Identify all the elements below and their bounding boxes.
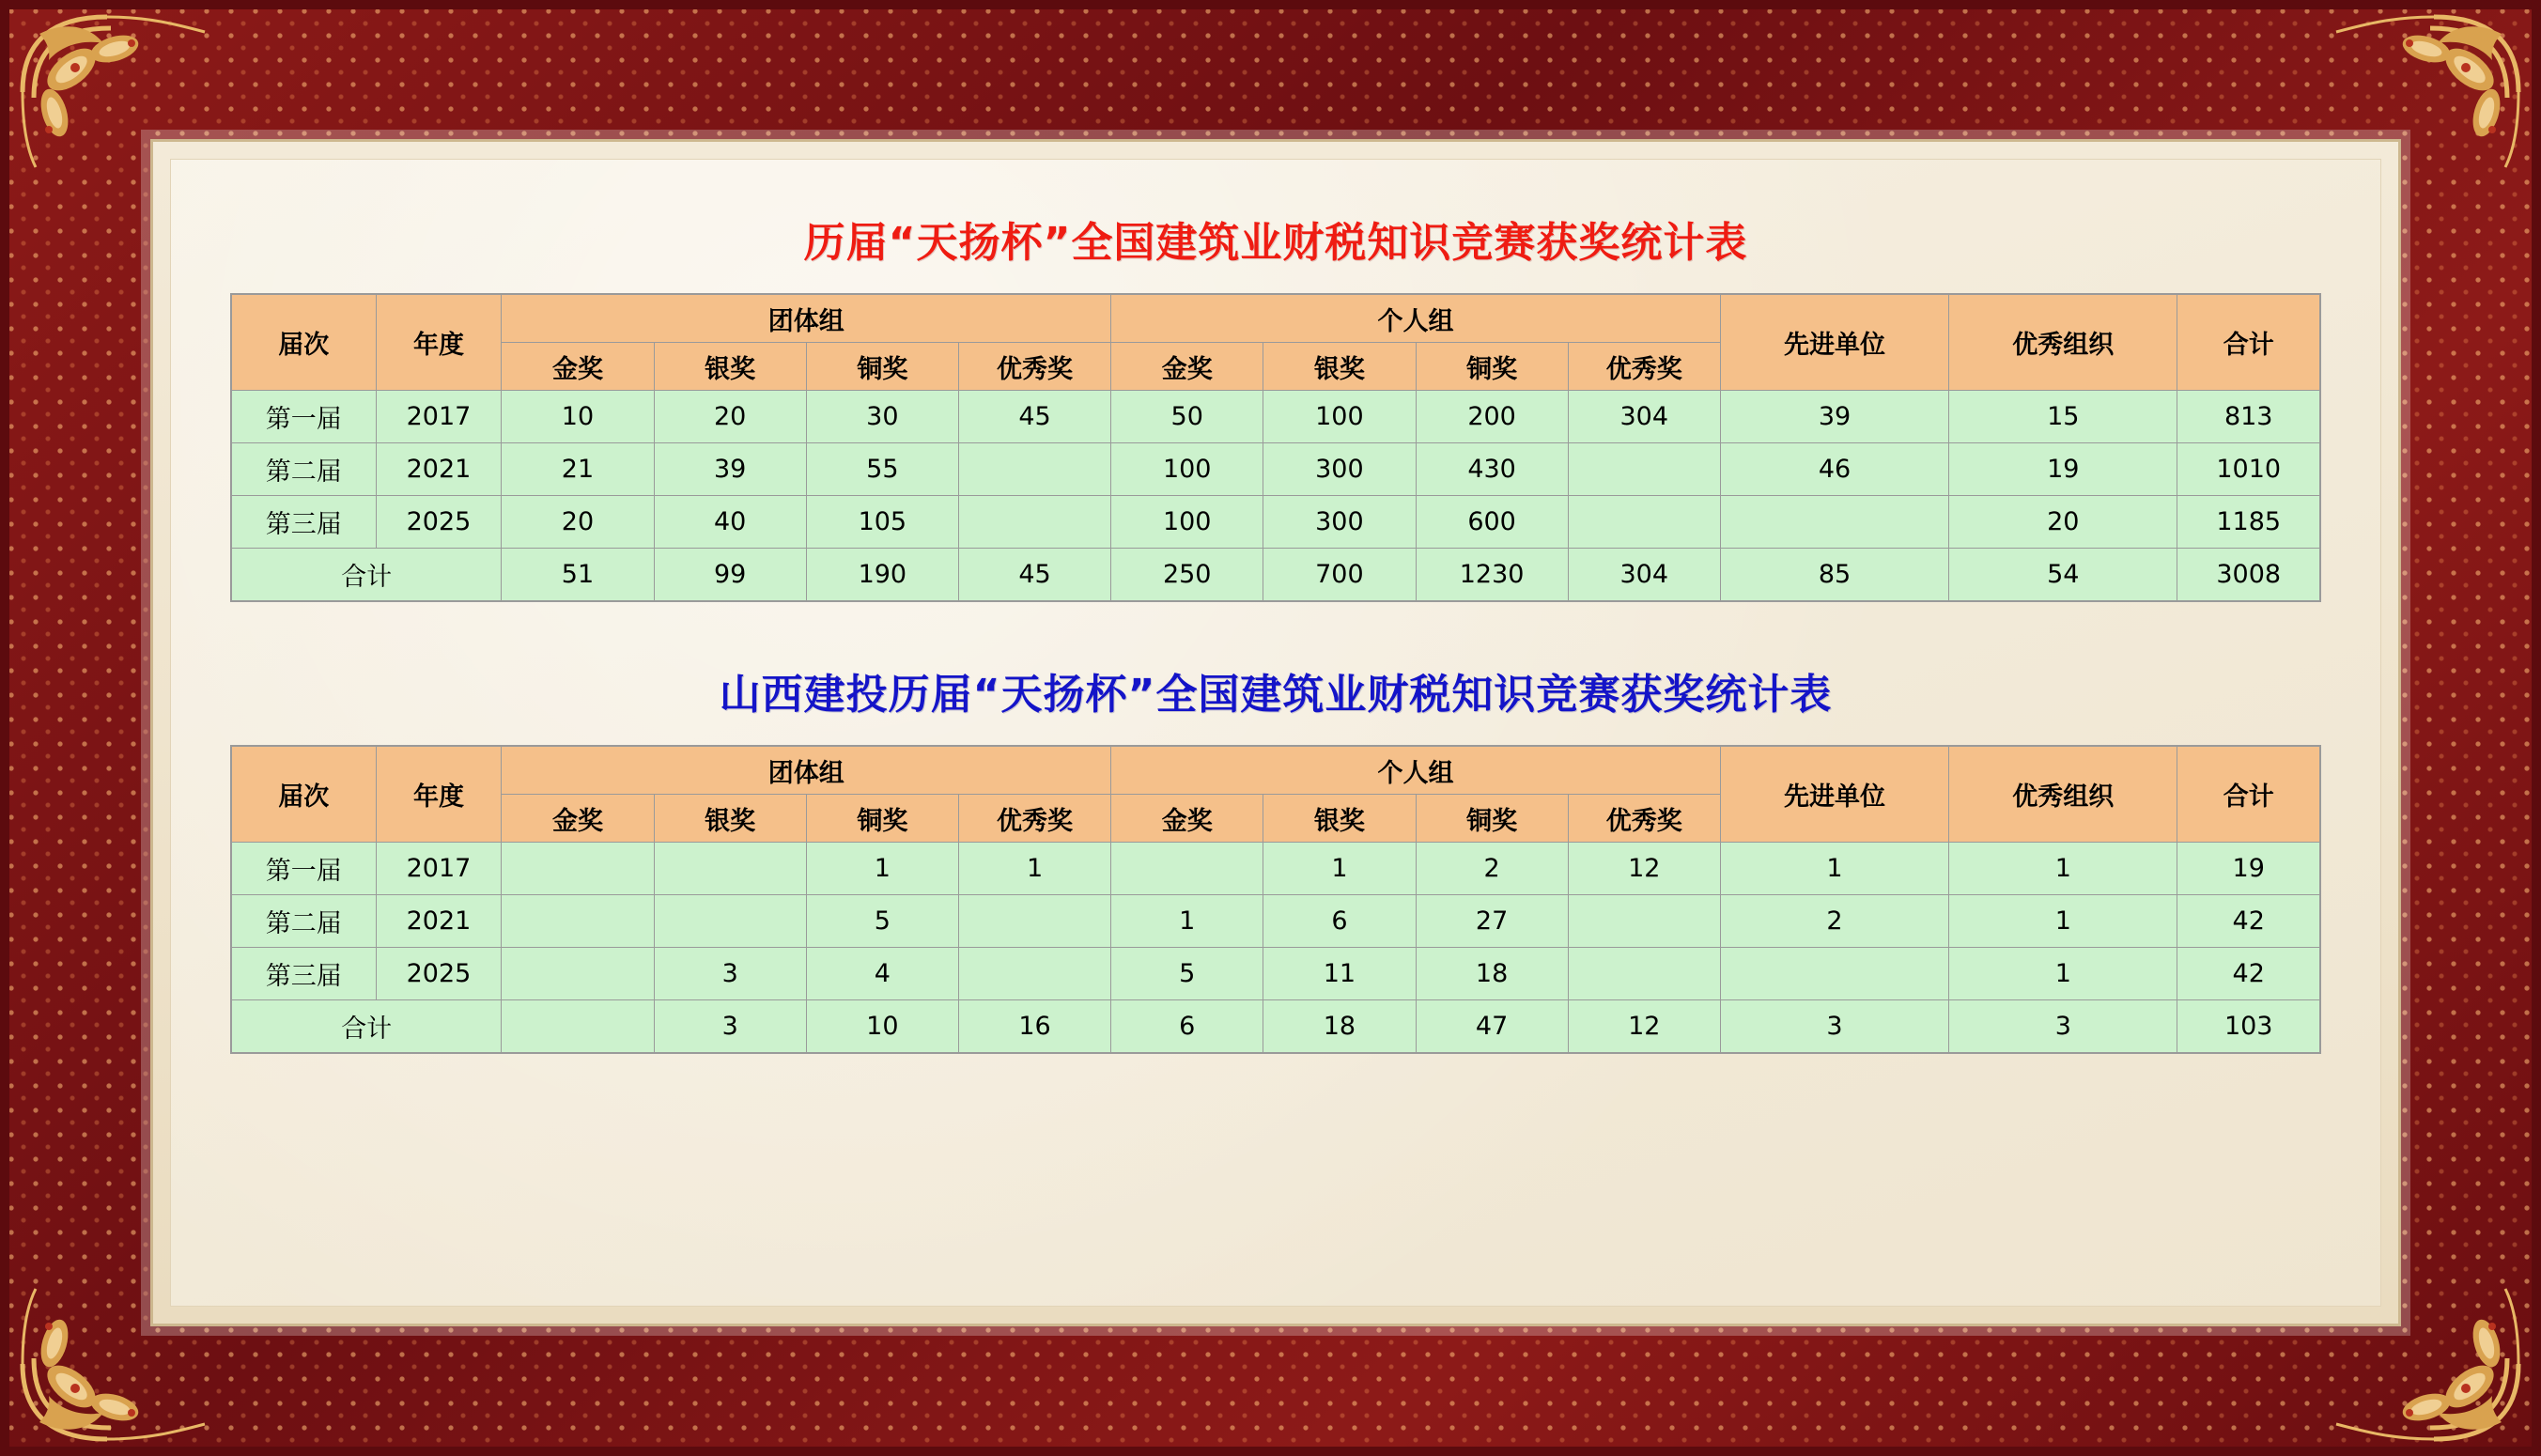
cell-excellent-org-total: 3 (1949, 1000, 2177, 1054)
header-personal-gold: 金奖 (1111, 795, 1263, 843)
cell-year: 2025 (376, 496, 502, 549)
cell-team-silver: 3 (654, 948, 806, 1000)
paper-content (170, 159, 2381, 1307)
cell-team-silver: 20 (654, 391, 806, 443)
cell-team-gold: 21 (502, 443, 654, 496)
table-row (231, 948, 2320, 1000)
cell-personal-gold: 1 (1111, 895, 1263, 948)
header-team-excellent: 优秀奖 (958, 795, 1110, 843)
cell-personal-excellent-total: 304 (1568, 549, 1720, 602)
table-body (231, 843, 2320, 1054)
table-row (231, 496, 2320, 549)
cell-advanced-unit: 39 (1720, 391, 1948, 443)
cell-personal-bronze: 18 (1416, 948, 1568, 1000)
cell-personal-excellent (1568, 443, 1720, 496)
cell-team-gold: 10 (502, 391, 654, 443)
cell-year: 2017 (376, 391, 502, 443)
cell-team-excellent (958, 895, 1110, 948)
cell-advanced-unit-total: 85 (1720, 549, 1948, 602)
header-team-bronze: 铜奖 (806, 795, 958, 843)
cell-total-label: 合计 (231, 1000, 502, 1054)
cell-personal-bronze: 2 (1416, 843, 1568, 895)
cell-advanced-unit: 2 (1720, 895, 1948, 948)
cell-personal-silver-total: 700 (1263, 549, 1416, 602)
table-header (231, 746, 2320, 843)
cell-team-bronze: 55 (806, 443, 958, 496)
cell-grand-total: 103 (2177, 1000, 2320, 1054)
cell-personal-excellent (1568, 895, 1720, 948)
header-personal-excellent: 优秀奖 (1568, 795, 1720, 843)
cell-team-bronze-total: 190 (806, 549, 958, 602)
cell-grand-total: 3008 (2177, 549, 2320, 602)
header-advanced-unit: 先进单位 (1720, 746, 1948, 843)
header-advanced-unit: 先进单位 (1720, 294, 1948, 391)
cell-personal-excellent (1568, 496, 1720, 549)
cell-personal-gold: 100 (1111, 496, 1263, 549)
table-row (231, 843, 2320, 895)
header-personal-group: 个人组 (1111, 746, 1721, 795)
cell-term: 第三届 (231, 948, 376, 1000)
cell-team-gold-total: 51 (502, 549, 654, 602)
table-row (231, 895, 2320, 948)
header-excellent-org: 优秀组织 (1949, 294, 2177, 391)
header-team-silver: 银奖 (654, 795, 806, 843)
header-team-group: 团体组 (502, 746, 1111, 795)
table-total-row (231, 549, 2320, 602)
cell-personal-gold-total: 6 (1111, 1000, 1263, 1054)
cell-excellent-org: 20 (1949, 496, 2177, 549)
header-personal-group: 个人组 (1111, 294, 1721, 343)
cell-term: 第二届 (231, 895, 376, 948)
cell-personal-gold: 100 (1111, 443, 1263, 496)
cell-team-silver (654, 843, 806, 895)
cell-team-bronze: 105 (806, 496, 958, 549)
header-personal-bronze: 铜奖 (1416, 343, 1568, 391)
cell-excellent-org-total: 54 (1949, 549, 2177, 602)
cell-personal-silver: 300 (1263, 496, 1416, 549)
cell-year: 2021 (376, 443, 502, 496)
header-year: 年度 (376, 294, 502, 391)
page-title-national: 历届“天扬杯”全国建筑业财税知识竞赛获奖统计表 (803, 219, 1748, 267)
paper-sheet (150, 139, 2401, 1326)
cell-advanced-unit: 1 (1720, 843, 1948, 895)
cell-personal-gold: 50 (1111, 391, 1263, 443)
cell-team-gold (502, 843, 654, 895)
cell-advanced-unit (1720, 948, 1948, 1000)
cell-personal-excellent (1568, 948, 1720, 1000)
cell-personal-bronze: 27 (1416, 895, 1568, 948)
shanxi-award-table (230, 745, 2321, 1054)
cell-advanced-unit (1720, 496, 1948, 549)
header-team-bronze: 铜奖 (806, 343, 958, 391)
header-team-excellent: 优秀奖 (958, 343, 1110, 391)
cell-team-bronze: 5 (806, 895, 958, 948)
header-personal-gold: 金奖 (1111, 343, 1263, 391)
cell-team-excellent-total: 16 (958, 1000, 1110, 1054)
cell-personal-bronze-total: 47 (1416, 1000, 1568, 1054)
cell-excellent-org: 19 (1949, 443, 2177, 496)
table-row (231, 443, 2320, 496)
table-header (231, 294, 2320, 391)
cell-team-silver: 39 (654, 443, 806, 496)
cell-team-gold (502, 948, 654, 1000)
table-body (231, 391, 2320, 602)
cell-team-excellent-total: 45 (958, 549, 1110, 602)
cell-year: 2025 (376, 948, 502, 1000)
cell-excellent-org: 1 (1949, 895, 2177, 948)
page-title-shanxi: 山西建投历届“天扬杯”全国建筑业财税知识竞赛获奖统计表 (719, 671, 1833, 719)
cell-advanced-unit: 46 (1720, 443, 1948, 496)
header-personal-excellent: 优秀奖 (1568, 343, 1720, 391)
header-excellent-org: 优秀组织 (1949, 746, 2177, 843)
header-personal-silver: 银奖 (1263, 795, 1416, 843)
cell-personal-bronze-total: 1230 (1416, 549, 1568, 602)
cell-total: 42 (2177, 948, 2320, 1000)
cell-team-bronze: 4 (806, 948, 958, 1000)
cell-team-gold (502, 895, 654, 948)
header-team-silver: 银奖 (654, 343, 806, 391)
cell-personal-silver: 100 (1263, 391, 1416, 443)
cell-personal-silver: 1 (1263, 843, 1416, 895)
cell-team-bronze-total: 10 (806, 1000, 958, 1054)
cell-total: 1010 (2177, 443, 2320, 496)
cell-team-gold: 20 (502, 496, 654, 549)
cell-personal-silver: 11 (1263, 948, 1416, 1000)
cell-personal-silver-total: 18 (1263, 1000, 1416, 1054)
cell-excellent-org: 15 (1949, 391, 2177, 443)
cell-term: 第二届 (231, 443, 376, 496)
header-team-gold: 金奖 (502, 343, 654, 391)
national-award-table (230, 293, 2321, 602)
cell-term: 第一届 (231, 843, 376, 895)
cell-total: 19 (2177, 843, 2320, 895)
cell-team-bronze: 1 (806, 843, 958, 895)
cell-team-silver-total: 99 (654, 549, 806, 602)
header-personal-bronze: 铜奖 (1416, 795, 1568, 843)
header-total: 合计 (2177, 294, 2320, 391)
cell-personal-gold: 5 (1111, 948, 1263, 1000)
cell-total-label: 合计 (231, 549, 502, 602)
cell-year: 2021 (376, 895, 502, 948)
cell-personal-bronze: 600 (1416, 496, 1568, 549)
cell-excellent-org: 1 (1949, 843, 2177, 895)
cell-personal-bronze: 200 (1416, 391, 1568, 443)
cell-team-gold-total (502, 1000, 654, 1054)
cell-team-excellent: 1 (958, 843, 1110, 895)
cell-team-bronze: 30 (806, 391, 958, 443)
cell-advanced-unit-total: 3 (1720, 1000, 1948, 1054)
table-header-row-1 (231, 746, 2320, 795)
header-personal-silver: 银奖 (1263, 343, 1416, 391)
cell-personal-gold-total: 250 (1111, 549, 1263, 602)
header-total: 合计 (2177, 746, 2320, 843)
header-year: 年度 (376, 746, 502, 843)
cell-personal-silver: 6 (1263, 895, 1416, 948)
cell-total: 42 (2177, 895, 2320, 948)
table-header-row-1 (231, 294, 2320, 343)
cell-personal-excellent: 304 (1568, 391, 1720, 443)
cell-team-silver (654, 895, 806, 948)
cell-personal-excellent-total: 12 (1568, 1000, 1720, 1054)
header-team-group: 团体组 (502, 294, 1111, 343)
cell-team-excellent (958, 443, 1110, 496)
cell-personal-excellent: 12 (1568, 843, 1720, 895)
cell-personal-silver: 300 (1263, 443, 1416, 496)
header-term: 届次 (231, 746, 376, 843)
cell-total: 1185 (2177, 496, 2320, 549)
cell-personal-gold (1111, 843, 1263, 895)
cell-team-excellent (958, 948, 1110, 1000)
table-row (231, 391, 2320, 443)
cell-personal-bronze: 430 (1416, 443, 1568, 496)
cell-term: 第三届 (231, 496, 376, 549)
cell-team-excellent: 45 (958, 391, 1110, 443)
cell-total: 813 (2177, 391, 2320, 443)
cell-team-silver: 40 (654, 496, 806, 549)
cell-excellent-org: 1 (1949, 948, 2177, 1000)
cell-team-silver-total: 3 (654, 1000, 806, 1054)
header-term: 届次 (231, 294, 376, 391)
cell-term: 第一届 (231, 391, 376, 443)
header-team-gold: 金奖 (502, 795, 654, 843)
cell-year: 2017 (376, 843, 502, 895)
table-total-row (231, 1000, 2320, 1054)
cell-team-excellent (958, 496, 1110, 549)
